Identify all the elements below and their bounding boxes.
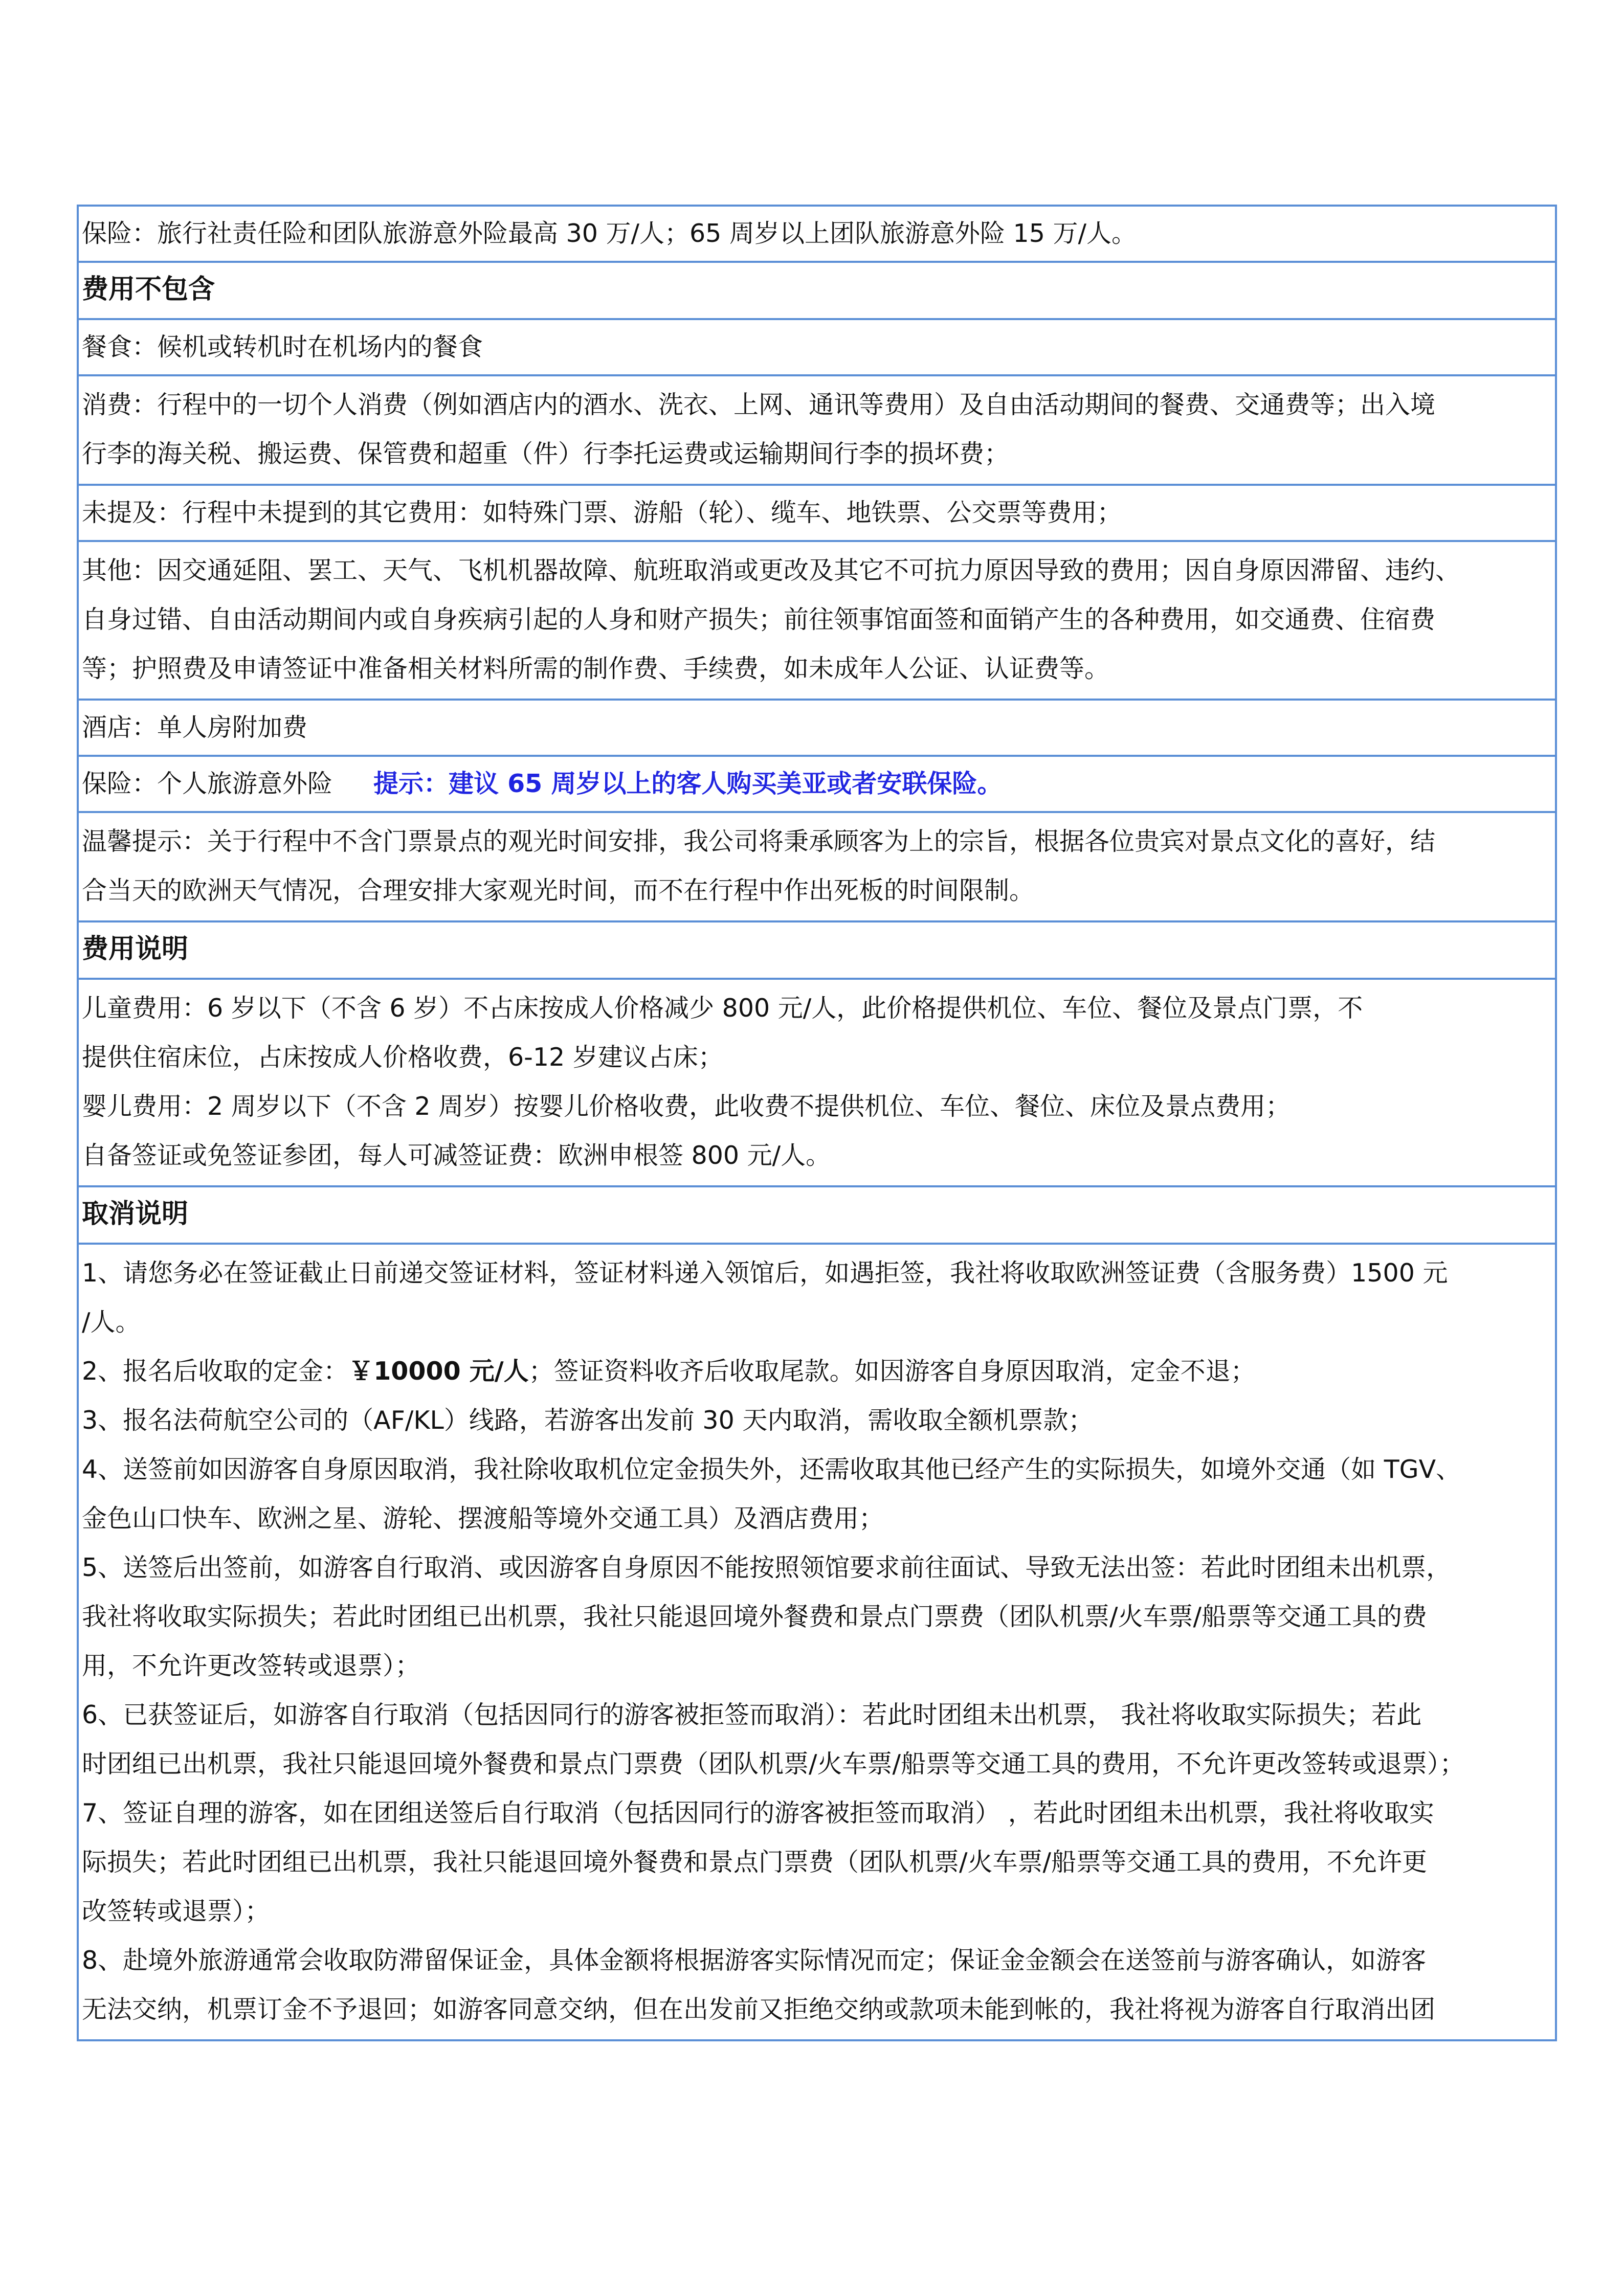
paragraph-line: 时团组已出机票，我社只能退回境外餐费和景点门票费（团队机票/火车票/船票等交通工具的费用，不允许更改签转或退票）； (82, 1749, 1465, 1779)
cancel-2-line (82, 1347, 1552, 1396)
paragraph-line: 合当天的欧洲天气情况，合理安排大家观光时间，而不在行程中作出死板的时间限制。 (82, 876, 1035, 905)
paragraph-line: 儿童费用：6 岁以下（不含 6 岁）不占床按成人价格减少 800 元/人，此价格提供机位、车位、餐位及景点门票，不 (82, 994, 1363, 1023)
others-row (77, 542, 1557, 701)
hotel-row (77, 701, 1557, 757)
paragraph-line: 婴儿费用：2 周岁以下（不含 2 周岁）按婴儿价格收费，此收费不提供机位、车位、餐位、床位及景点费用； (82, 1092, 1291, 1121)
paragraph-line: 5、送签后出签前，如游客自行取消、或因游客自身原因不能按照领馆要求前往面试、导致无法出签：若此时团组未出机票， (82, 1553, 1452, 1582)
paragraph-line: 用，不允许更改签转或退票）； (82, 1651, 420, 1680)
paragraph-line: 提供住宿床位，占床按成人价格收费，6-12 岁建议占床； (82, 1043, 723, 1072)
insurance-included-row (77, 205, 1557, 263)
paragraph-line: 1、请您务必在签证截止日前递交签证材料，签证材料递入领馆后，如遇拒签，我社将收取欧洲签证费（含服务费）1500 元 (82, 1258, 1448, 1288)
paragraph-line: 7、签证自理的游客，如在团组送签后自行取消（包括因同行的游客被拒签而取消） ，若此时团组未出机票，我社将收取实 (82, 1798, 1434, 1828)
meals-text: 餐食：候机或转机时在机场内的餐食 (82, 332, 483, 362)
insurance-hint: 提示：建议 65 周岁以上的客人购买美亚或者安联保险。 (373, 769, 1003, 798)
deposit-amount: ￥10000 元/人 (348, 1357, 529, 1386)
paragraph-line: 行李的海关税、搬运费、保管费和超重（件）行李托运费或运输期间行李的损坏费； (82, 439, 1010, 468)
paragraph-line: 自备签证或免签证参团，每人可减签证费：欧洲申根签 800 元/人。 (82, 1141, 831, 1170)
paragraph-line: /人。 (82, 1308, 141, 1337)
paragraph-line: 8、赴境外旅游通常会收取防滞留保证金，具体金额将根据游客实际情况而定；保证金金额会在送签前与游客确认，如游客 (82, 1946, 1427, 1975)
hotel-text: 酒店：单人房附加费 (82, 713, 308, 742)
insurance-personal-row (77, 757, 1557, 813)
cancel-heading-row (77, 1187, 1557, 1245)
section-heading: 费用不包含 (82, 274, 215, 305)
warm-tip-row (77, 813, 1557, 922)
paragraph-line: 其他：因交通延阻、罢工、天气、飞机机器故障、航班取消或更改及其它不可抗力原因导致的费用；因自身原因滞留、违约、 (82, 556, 1461, 585)
paragraph-line: 无法交纳，机票订金不予退回；如游客同意交纳，但在出发前又拒绝交纳或款项未能到帐的，我社将视为游客自行取消出团 (82, 1995, 1436, 2024)
not-included-heading-row (77, 263, 1557, 320)
paragraph-line: 4、送签前如因游客自身原因取消，我社除收取机位定金损失外，还需收取其他已经产生的实际损失，如境外交通（如 TGV、 (82, 1455, 1461, 1484)
paragraph-line: 改签转或退票）； (82, 1897, 270, 1926)
cancel-2-prefix: 2、报名后收取的定金： (82, 1357, 349, 1386)
paragraph-line: 金色山口快车、欧洲之星、游轮、摆渡船等境外交通工具）及酒店费用； (82, 1504, 884, 1533)
insurance-personal-text: 保险：个人旅游意外险 (82, 769, 333, 798)
consumption-row (77, 376, 1557, 486)
paragraph-line: 等；护照费及申请签证中准备相关材料所需的制作费、手续费，如未成年人公证、认证费等。 (82, 654, 1110, 683)
paragraph-line: 3、报名法荷航空公司的（AF/KL）线路，若游客出发前 30 天内取消，需收取全额机票款； (82, 1406, 1094, 1435)
insurance-included-text: 保险：旅行社责任险和团队旅游意外险最高 30 万/人；65 周岁以上团队旅游意外险 15 万/人。 (82, 219, 1137, 248)
paragraph-line: 温馨提示：关于行程中不含门票景点的观光时间安排，我公司将秉承顾客为上的宗旨，根据各位贵宾对景点文化的喜好，结 (82, 827, 1436, 856)
fee-table (77, 205, 1557, 2041)
insurance-personal-line (82, 761, 1552, 807)
paragraph-line: 6、已获签证后，如游客自行取消（包括因同行的游客被拒签而取消）：若此时团组未出机票， 我社将收取实际损失；若此 (82, 1700, 1422, 1729)
not-mentioned-row (77, 486, 1557, 542)
section-heading: 取消说明 (82, 1199, 189, 1229)
paragraph-line: 消费：行程中的一切个人消费（例如酒店内的酒水、洗衣、上网、通讯等费用）及自由活动期间的餐费、交通费等；出入境 (82, 390, 1436, 419)
paragraph-line: 自身过错、自由活动期间内或自身疾病引起的人身和财产损失；前往领事馆面签和面销产生的各种费用，如交通费、住宿费 (82, 605, 1436, 634)
fee-notes-row (77, 980, 1557, 1187)
paragraph-line: 际损失；若此时团组已出机票，我社只能退回境外餐费和景点门票费（团队机票/火车票/船票等交通工具的费用，不允许更 (82, 1848, 1428, 1877)
cancel-2-suffix: ；签证资料收齐后收取尾款。如因游客自身原因取消，定金不退； (528, 1357, 1256, 1386)
section-heading: 费用说明 (82, 934, 189, 964)
not-mentioned-text: 未提及：行程中未提到的其它费用：如特殊门票、游船（轮）、缆车、地铁票、公交票等费用； (82, 498, 1122, 527)
paragraph-line: 我社将收取实际损失；若此时团组已出机票，我社只能退回境外餐费和景点门票费（团队机票/火车票/船票等交通工具的费 (82, 1602, 1428, 1631)
meals-row (77, 320, 1557, 376)
cancel-terms-row (77, 1245, 1557, 2041)
fee-notes-heading-row (77, 922, 1557, 980)
